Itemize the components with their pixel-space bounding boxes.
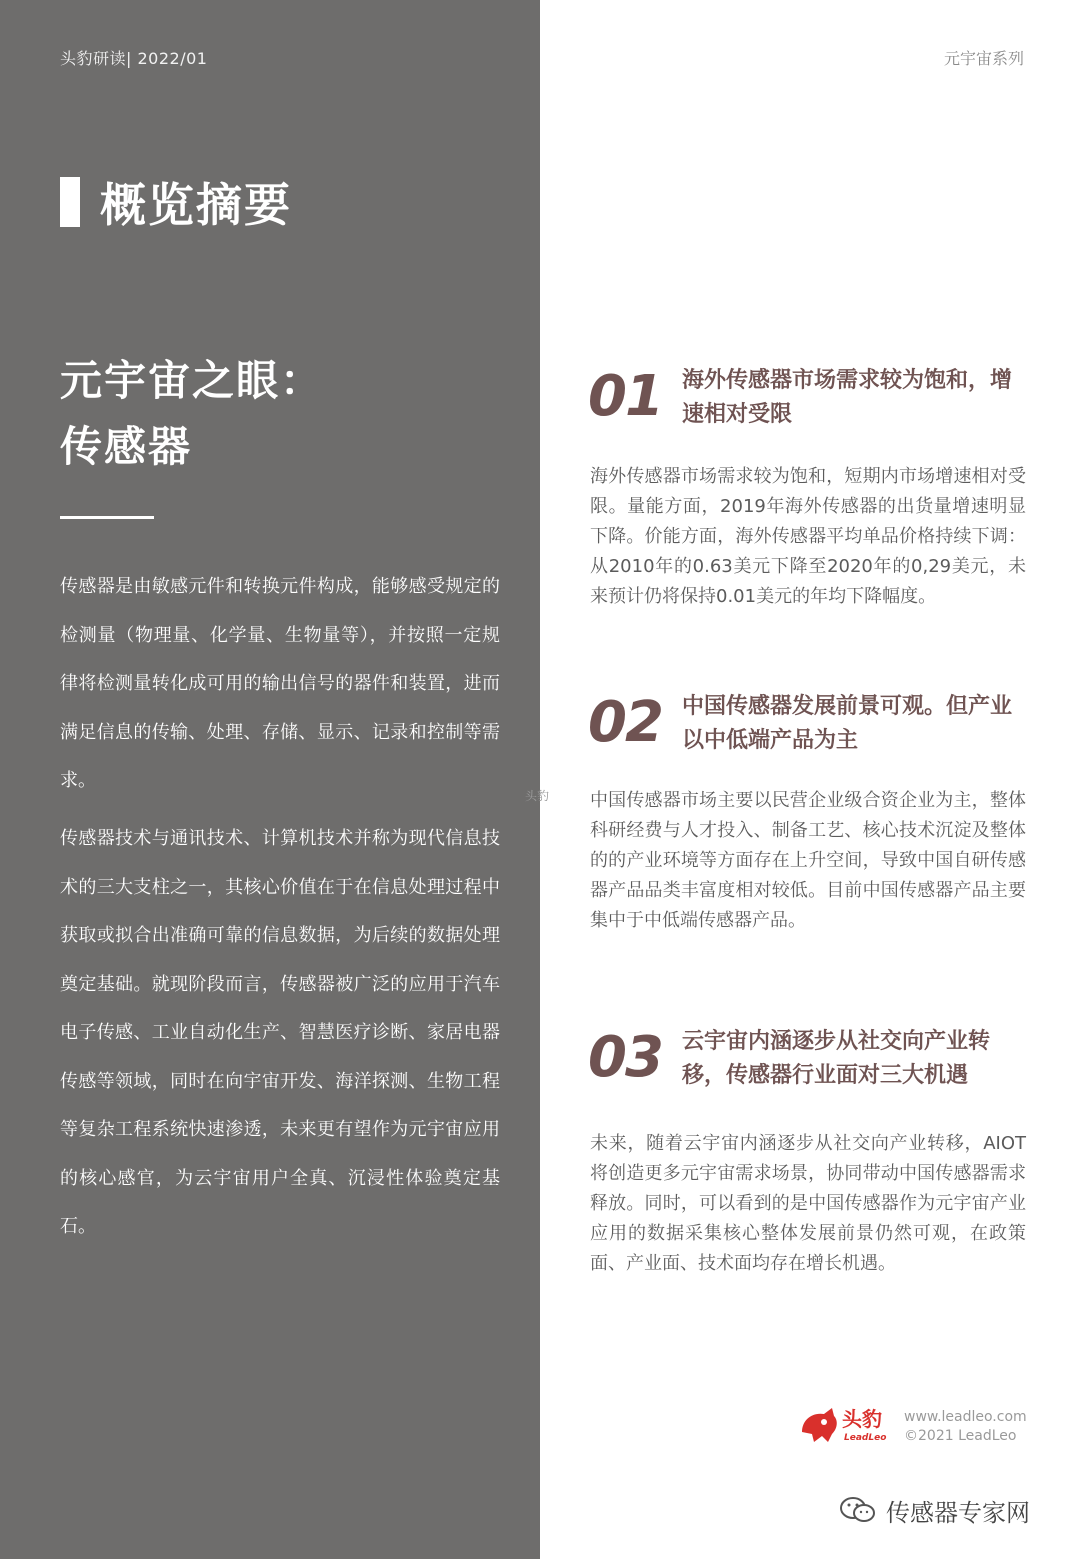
main-title-line1: 元宇宙之眼：: [60, 356, 325, 405]
wechat-account: [838, 1490, 1030, 1530]
point-title: 中国传感器发展前景可观。但产业以中低端产品为主: [682, 694, 1013, 753]
heading-bar: [60, 177, 80, 227]
point-body: 中国传感器市场主要以民营企业级合资企业为主，整体科研经费与人才投入、制备工艺、核心技术沉淀及整体的的产业环境等方面存在上升空间，导致中国自研传感器产品品类丰富度相对较低。目前中国传感器产品主要集中于中低端传感器产品。: [590, 790, 1026, 931]
section-heading: [60, 172, 292, 232]
watermark: 头豹: [525, 789, 550, 803]
leadleo-logo-icon: [798, 1402, 898, 1448]
footer-url[interactable]: www.leadleo.com: [904, 1409, 1027, 1425]
point-number: 01: [588, 364, 662, 429]
point-number: 03: [588, 1025, 662, 1090]
wechat-account-name: 传感器专家网: [886, 1498, 1030, 1527]
point-body: 未来，随着云宇宙内涵逐步从社交向产业转移，AIOT将创造更多元宇宙需求场景，协同带动中国传感器需求释放。同时，可以看到的是中国传感器作为元宇宙产业应用的数据采集核心整体发展前景仍然可观，在政策面、产业面、技术面均存在增长机遇。: [590, 1133, 1026, 1274]
footer-text: [904, 1408, 1027, 1446]
header-left: 头豹研读| 2022/01: [60, 49, 208, 68]
wechat-icon: [838, 1495, 878, 1525]
point-body: 海外传感器市场需求较为饱和，短期内市场增速相对受限。量能方面，2019年海外传感器的出货量增速明显下降。价能方面，海外传感器平均单品价格持续下调：从2010年的0.63美元下降至2020年的0,29美元，未来预计仍将保持0.01美元的年均下降幅度。: [590, 466, 1026, 607]
intro-paragraph-2: 传感器技术与通讯技术、计算机技术并称为现代信息技术的三大支柱之一，其核心价值在于在信息处理过程中获取或拟合出准确可靠的信息数据，为后续的数据处理奠定基础。就现阶段而言，传感器被广泛的应用于汽车电子传感、工业自动化生产、智慧医疗诊断、家居电器传感等领域，同时在向宇宙开发、海洋探测、生物工程等复杂工程系统快速渗透，未来更有望作为元宇宙应用的核心感官，为云宇宙用户全真、沉浸性体验奠定基石。: [60, 828, 500, 1237]
logo-subtext: LeadLeo: [844, 1433, 887, 1443]
point-number: 02: [588, 690, 662, 755]
title-divider: [60, 516, 154, 519]
main-title-line2: 传感器: [60, 422, 193, 471]
main-title: [60, 348, 324, 480]
logo-text: 头豹: [842, 1407, 882, 1431]
header-right: 元宇宙系列: [943, 49, 1024, 68]
footer-copyright: ©2021 LeadLeo: [904, 1428, 1017, 1444]
point-title: 云宇宙内涵逐步从社交向产业转移，传感器行业面对三大机遇: [682, 1029, 991, 1088]
intro-paragraph-1: 传感器是由敏感元件和转换元件构成，能够感受规定的检测量（物理量、化学量、生物量等），并按照一定规律将检测量转化成可用的输出信号的器件和装置，进而满足信息的传输、处理、存储、显示、记录和控制等需求。: [60, 576, 500, 791]
point-title: 海外传感器市场需求较为饱和，增速相对受限: [682, 368, 1013, 427]
section-heading-text: 概览摘要: [100, 178, 292, 232]
